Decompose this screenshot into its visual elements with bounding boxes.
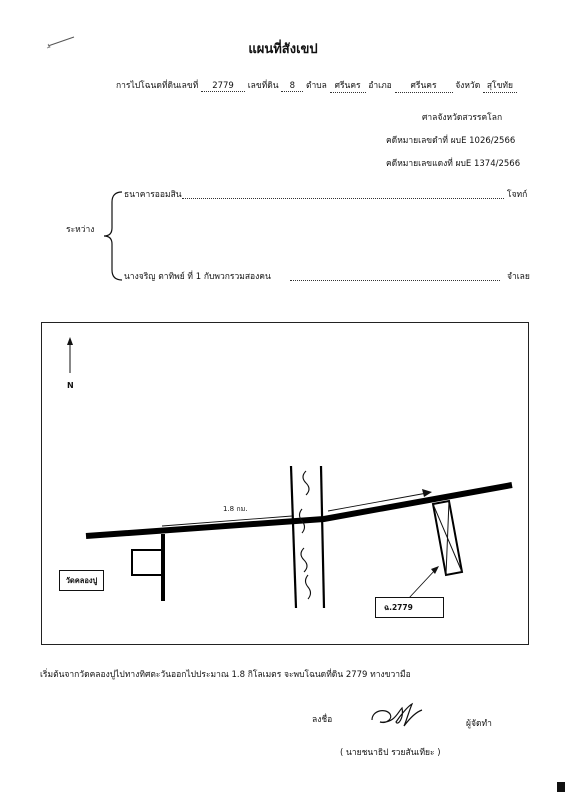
- defendant-role: จำเลย: [507, 272, 530, 282]
- parcel-label: ฉ.2779: [375, 597, 444, 618]
- signer-name: ( นายชนาธิป รวยสันเทียะ ): [340, 748, 441, 758]
- between-label: ระหว่าง: [66, 225, 95, 235]
- land-no-label: เลขที่ดิน: [247, 81, 279, 91]
- map-drawing: [42, 323, 528, 644]
- defendant-dotted-line: [290, 280, 500, 281]
- deed-number: 2779: [201, 81, 245, 92]
- sign-label: ลงชื่อ: [312, 715, 333, 725]
- directions-text: เริ่มต้นจากวัดคลองปูไปทางทิศตะวันออกไปประมาณ 1.8 กิโลเมตร จะพบโฉนดที่ดิน 2779 ทางขวามือ: [40, 670, 411, 680]
- district-value: ศรีนคร: [395, 78, 453, 93]
- court-name: ศาลจังหวัดสวรรคโลก: [422, 113, 503, 123]
- defendant-name: นางจริญ ตาทิพย์ ที่ 1 กับพวกรวมสองคน: [124, 272, 271, 282]
- sketch-map: [41, 322, 529, 645]
- page-corner-mark: [557, 782, 565, 792]
- plaintiff-dotted-line: [182, 198, 504, 199]
- parcel-pointer-icon: [409, 566, 439, 598]
- district-label: อำเภอ: [368, 81, 392, 91]
- subdistrict-label: ตำบล: [305, 81, 327, 91]
- plaintiff-name: ธนาคารออมสิน: [124, 190, 182, 200]
- temple-building: [132, 550, 163, 575]
- province-label: จังหวัด: [455, 81, 481, 91]
- document-title: แผนที่สังเขป: [248, 42, 318, 57]
- parcel-2779: [433, 501, 462, 575]
- canal: [291, 466, 324, 608]
- red-case-number: คดีหมายเลขแดงที่ ผบE 1374/2566: [386, 159, 521, 169]
- signature-image: [368, 698, 426, 732]
- deed-prefix: การไปโฉนดที่ดินเลขที่: [116, 81, 199, 91]
- plaintiff-role: โจทก์: [507, 190, 528, 200]
- land-number: 8: [281, 81, 303, 92]
- subdistrict-value: ศรีนคร: [330, 78, 366, 93]
- deed-line: [116, 78, 517, 93]
- temple-label: วัดคลองปู: [59, 570, 104, 591]
- province-value: สุโขทัย: [483, 78, 517, 93]
- sign-role: ผู้จัดทำ: [466, 719, 492, 729]
- north-label: N: [67, 381, 74, 390]
- distance-label: 1.8 กม.: [223, 505, 248, 513]
- black-case-number: คดีหมายเลขดำที่ ผบE 1026/2566: [386, 136, 516, 146]
- north-arrow-icon: [67, 337, 73, 373]
